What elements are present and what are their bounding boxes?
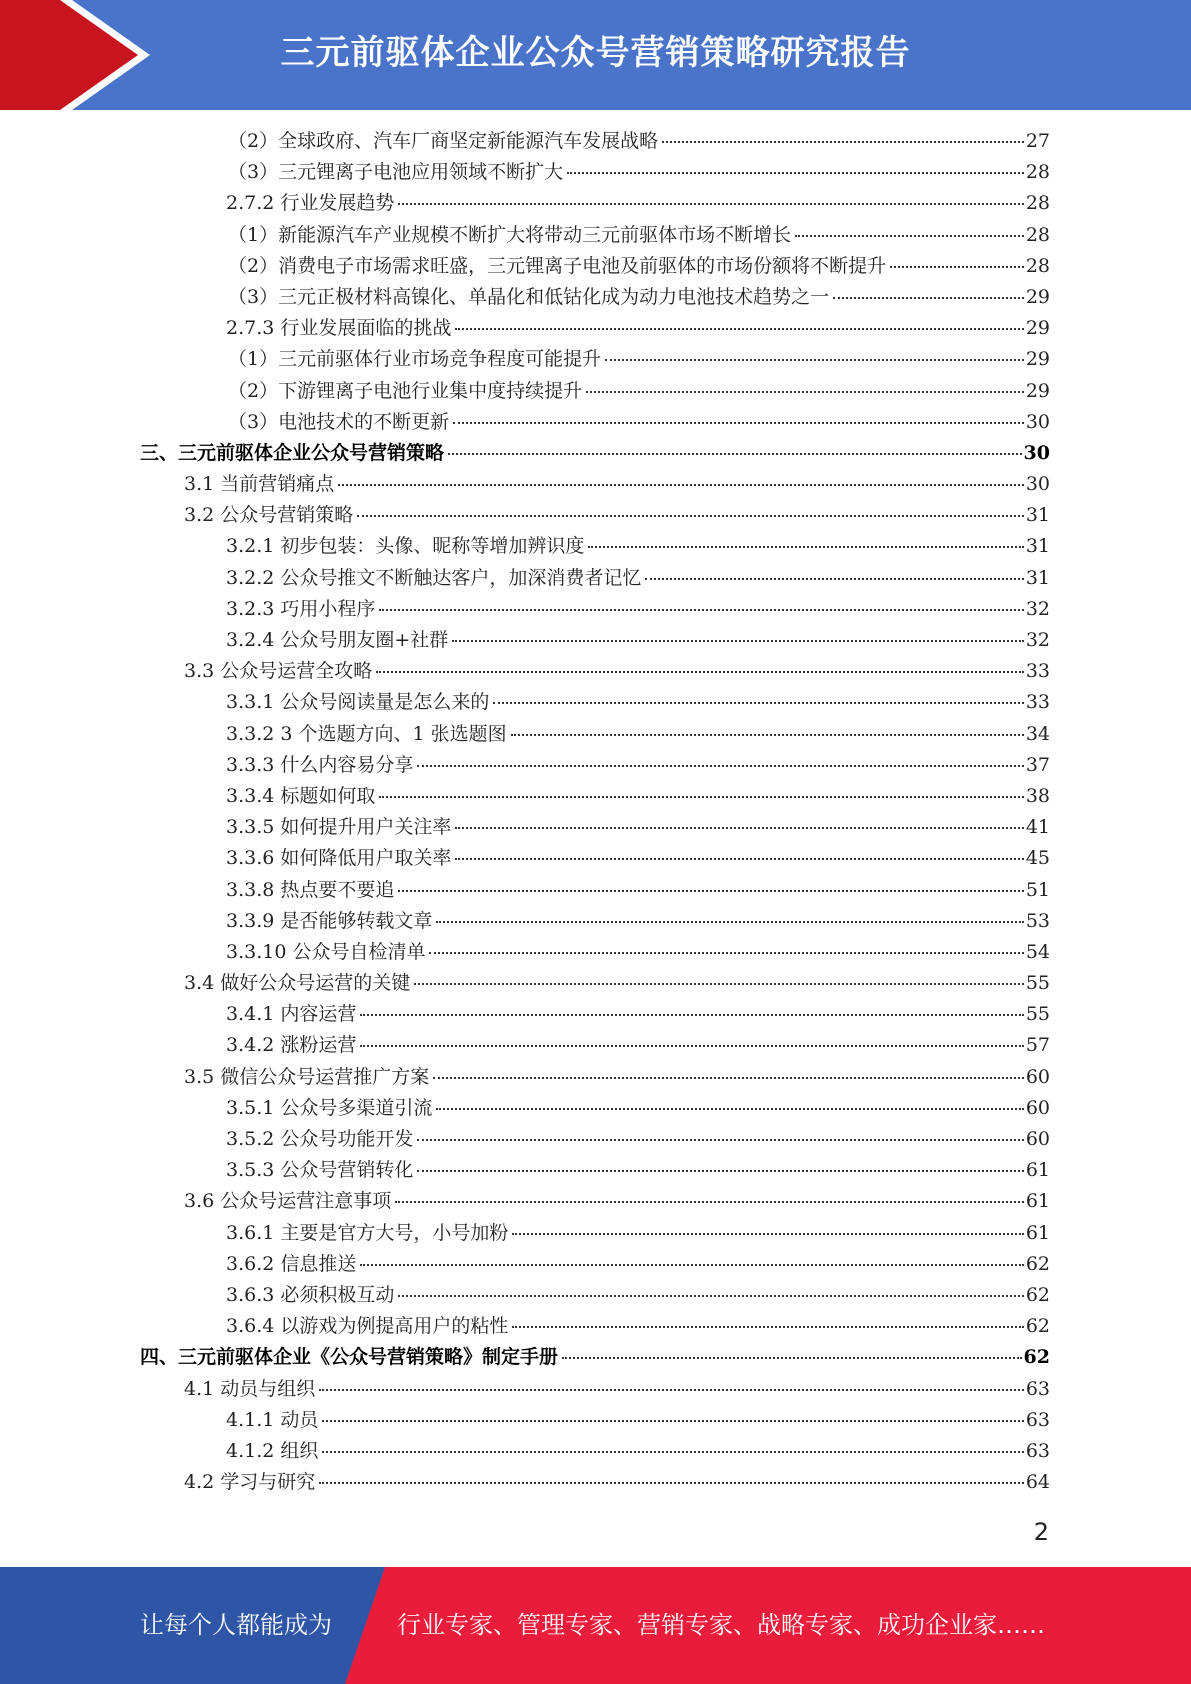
toc-entry-page: 62 [1025, 1283, 1050, 1306]
toc-dot-leader [417, 1170, 1023, 1172]
toc-entry[interactable] [140, 157, 1050, 188]
toc-dot-leader [417, 1139, 1023, 1141]
toc-entry-title: （3）三元锂离子电池应用领域不断扩大 [228, 161, 564, 184]
toc-entry-page: 32 [1025, 597, 1050, 620]
toc-entry-page: 63 [1025, 1408, 1050, 1431]
page-footer [0, 1567, 1191, 1684]
page-number: 2 [1033, 1518, 1049, 1546]
toc-dot-leader [833, 297, 1024, 299]
toc-entry-title: （2）下游锂离子电池行业集中度持续提升 [228, 379, 583, 402]
toc-entry-title: 4.1.1 动员 [226, 1408, 319, 1431]
toc-entry[interactable] [140, 1062, 1050, 1093]
toc-entry[interactable] [140, 1280, 1050, 1311]
toc-entry-page: 61 [1025, 1159, 1050, 1182]
toc-entry-title: 3.4.1 内容运营 [226, 1003, 357, 1026]
toc-dot-leader [562, 1357, 1022, 1359]
toc-dot-leader [433, 1077, 1024, 1079]
toc-dot-leader [360, 1014, 1023, 1016]
toc-entry-page: 31 [1025, 535, 1050, 558]
toc-dot-leader [395, 1201, 1024, 1203]
toc-entry-page: 31 [1025, 504, 1050, 527]
toc-dot-leader [662, 141, 1024, 143]
toc-entry[interactable] [140, 1155, 1050, 1186]
toc-entry-page: 38 [1025, 784, 1050, 807]
toc-entry-title: 3.3.2 3 个选题方向、1 张选题图 [226, 722, 507, 745]
toc-entry[interactable] [140, 1186, 1050, 1217]
toc-entry-page: 51 [1025, 878, 1050, 901]
toc-entry[interactable] [140, 656, 1050, 687]
toc-entry[interactable] [140, 126, 1050, 157]
toc-entry[interactable] [140, 282, 1050, 313]
toc-entry-page: 62 [1025, 1252, 1050, 1275]
toc-entry[interactable] [140, 812, 1050, 843]
toc-entry-page: 34 [1025, 722, 1050, 745]
toc-entry-title: 3.2.2 公众号推文不断触达客户，加深消费者记忆 [226, 566, 642, 589]
toc-entry-page: 28 [1025, 161, 1050, 184]
toc-dot-leader [360, 1264, 1023, 1266]
toc-entry-page: 28 [1025, 223, 1050, 246]
toc-entry[interactable] [140, 407, 1050, 438]
toc-dot-leader [319, 1389, 1024, 1391]
toc-dot-leader [455, 827, 1023, 829]
toc-entry-title: 3.3.4 标题如何取 [226, 784, 376, 807]
toc-dot-leader [398, 203, 1023, 205]
toc-entry-page: 63 [1025, 1439, 1050, 1462]
toc-entry-page: 55 [1025, 972, 1050, 995]
toc-dot-leader [645, 578, 1023, 580]
toc-entry-page: 32 [1025, 629, 1050, 651]
toc-entry-title: 4.1.2 组织 [226, 1439, 319, 1462]
toc-entry-title: （2）消费电子市场需求旺盛，三元锂离子电池及前驱体的市场份额将不断提升 [228, 254, 887, 277]
toc-entry[interactable] [140, 313, 1050, 344]
toc-entry[interactable] [140, 376, 1050, 407]
toc-entry[interactable] [140, 968, 1050, 999]
toc-dot-leader [322, 1420, 1023, 1422]
toc-dot-leader [376, 671, 1024, 673]
toc-entry[interactable] [140, 251, 1050, 282]
toc-entry[interactable] [140, 750, 1050, 781]
toc-entry-page: 55 [1025, 1003, 1050, 1026]
toc-entry-page: 61 [1025, 1221, 1050, 1244]
toc-entry-title: 3.5.2 公众号功能开发 [226, 1128, 414, 1150]
toc-entry-page: 30 [1025, 410, 1050, 433]
toc-entry-title: 3.2 公众号营销策略 [184, 504, 354, 527]
toc-entry[interactable] [140, 1467, 1050, 1498]
toc-entry-title: 3.3.1 公众号阅读量是怎么来的 [226, 691, 490, 714]
toc-entry[interactable] [140, 1249, 1050, 1280]
toc-entry-page: 30 [1023, 441, 1050, 464]
toc-dot-leader [795, 235, 1024, 237]
toc-entry[interactable] [140, 1436, 1050, 1467]
toc-entry-title: 3.2.4 公众号朋友圈+社群 [226, 629, 449, 651]
toc-entry-page: 60 [1025, 1128, 1050, 1150]
toc-dot-leader [452, 640, 1024, 642]
toc-dot-leader [429, 952, 1023, 954]
toc-entry-page: 28 [1025, 254, 1050, 277]
table-of-contents [140, 126, 1050, 1498]
toc-entry-title: 三、三元前驱体企业公众号营销策略 [140, 441, 445, 464]
toc-entry-title: 2.7.2 行业发展趋势 [226, 192, 395, 215]
toc-entry-page: 61 [1025, 1190, 1050, 1213]
toc-entry-page: 31 [1025, 566, 1050, 589]
toc-dot-leader [605, 359, 1024, 361]
toc-dot-leader [436, 1108, 1023, 1110]
toc-entry-page: 28 [1025, 192, 1050, 215]
toc-entry-page: 29 [1025, 285, 1050, 308]
toc-entry-title: 四、三元前驱体企业《公众号营销策略》制定手册 [140, 1346, 559, 1369]
toc-entry-page: 33 [1025, 660, 1050, 683]
footer-slogan-left: 让每个人都能成为 [140, 1611, 332, 1639]
toc-entry-page: 57 [1025, 1034, 1050, 1057]
toc-entry[interactable] [140, 438, 1050, 469]
toc-dot-leader [493, 702, 1023, 704]
toc-entry-title: 3.6.1 主要是官方大号，小号加粉 [226, 1221, 509, 1244]
toc-entry-page: 45 [1025, 847, 1050, 870]
toc-entry[interactable] [140, 563, 1050, 594]
toc-entry-title: 4.1 动员与组织 [184, 1377, 316, 1400]
toc-entry[interactable] [140, 999, 1050, 1030]
toc-entry[interactable] [140, 1374, 1050, 1405]
toc-entry-page: 62 [1023, 1346, 1050, 1369]
toc-entry-page: 27 [1025, 130, 1050, 152]
toc-dot-leader [338, 484, 1024, 486]
toc-dot-leader [360, 1045, 1023, 1047]
toc-entry-title: 3.6.3 必须积极互动 [226, 1283, 395, 1306]
toc-dot-leader [398, 1295, 1023, 1297]
toc-entry[interactable] [140, 220, 1050, 251]
toc-dot-leader [322, 1451, 1023, 1453]
toc-entry-page: 64 [1025, 1471, 1050, 1494]
toc-entry-title: 3.5 微信公众号运营推广方案 [184, 1065, 430, 1088]
toc-entry[interactable] [140, 719, 1050, 750]
toc-entry-page: 60 [1025, 1065, 1050, 1088]
toc-dot-leader [379, 796, 1023, 798]
footer-slogan-right: 行业专家、管理专家、营销专家、战略专家、成功企业家…… [397, 1611, 1045, 1639]
toc-entry-title: 3.2.1 初步包装：头像、昵称等增加辨识度 [226, 535, 585, 558]
toc-dot-leader [567, 172, 1024, 174]
toc-entry-title: 3.5.1 公众号多渠道引流 [226, 1096, 433, 1119]
toc-entry-title: 3.6.4 以游戏为例提高用户的粘性 [226, 1315, 509, 1338]
toc-dot-leader [448, 453, 1022, 455]
toc-dot-leader [453, 422, 1024, 424]
toc-entry[interactable] [140, 594, 1050, 625]
toc-entry-title: 3.6.2 信息推送 [226, 1252, 357, 1275]
toc-dot-leader [511, 734, 1024, 736]
toc-entry-title: 3.6 公众号运营注意事项 [184, 1190, 392, 1213]
toc-entry[interactable] [140, 531, 1050, 562]
toc-entry-title: 3.3 公众号运营全攻略 [184, 660, 373, 683]
toc-entry-title: 3.4 做好公众号运营的关键 [184, 972, 411, 995]
toc-entry-title: 3.5.3 公众号营销转化 [226, 1159, 414, 1182]
toc-entry-title: （3）电池技术的不断更新 [228, 410, 450, 433]
toc-entry[interactable] [140, 687, 1050, 718]
toc-entry[interactable] [140, 1124, 1050, 1155]
toc-entry-title: 4.2 学习与研究 [184, 1471, 316, 1494]
toc-dot-leader [890, 266, 1024, 268]
toc-dot-leader [319, 1482, 1024, 1484]
toc-dot-leader [586, 391, 1024, 393]
toc-entry-page: 29 [1025, 379, 1050, 402]
toc-entry-page: 62 [1025, 1315, 1050, 1338]
toc-entry-title: 3.3.9 是否能够转载文章 [226, 909, 433, 932]
toc-entry[interactable] [140, 625, 1050, 656]
toc-entry[interactable] [140, 469, 1050, 500]
toc-dot-leader [455, 858, 1023, 860]
toc-entry-title: （2）全球政府、汽车厂商坚定新能源汽车发展战略 [228, 130, 659, 152]
toc-entry[interactable] [140, 500, 1050, 531]
toc-entry[interactable] [140, 875, 1050, 906]
toc-entry-page: 29 [1025, 348, 1050, 371]
toc-dot-leader [436, 921, 1023, 923]
toc-entry-title: （1）三元前驱体行业市场竞争程度可能提升 [228, 348, 602, 371]
toc-entry-title: （1）新能源汽车产业规模不断扩大将带动三元前驱体市场不断增长 [228, 223, 792, 246]
toc-dot-leader [398, 890, 1023, 892]
toc-dot-leader [455, 328, 1023, 330]
toc-entry[interactable] [140, 188, 1050, 219]
toc-entry[interactable] [140, 344, 1050, 375]
document-title: 三元前驱体企业公众号营销策略研究报告 [280, 33, 911, 73]
toc-entry-title: 3.3.10 公众号自检清单 [226, 940, 426, 963]
toc-entry-page: 60 [1025, 1096, 1050, 1119]
toc-entry[interactable] [140, 1311, 1050, 1342]
toc-dot-leader [512, 1233, 1023, 1235]
toc-entry[interactable] [140, 906, 1050, 937]
toc-dot-leader [417, 765, 1023, 767]
toc-entry[interactable] [140, 781, 1050, 812]
toc-entry-title: 3.4.2 涨粉运营 [226, 1034, 357, 1057]
toc-entry[interactable] [140, 1218, 1050, 1249]
page-header [0, 0, 1191, 110]
toc-entry-page: 30 [1025, 473, 1050, 496]
toc-entry-page: 29 [1025, 317, 1050, 340]
toc-entry-title: 2.7.3 行业发展面临的挑战 [226, 317, 452, 340]
toc-entry-page: 54 [1025, 940, 1050, 963]
toc-entry[interactable] [140, 1030, 1050, 1061]
toc-entry-title: 3.3.6 如何降低用户取关率 [226, 847, 452, 870]
toc-entry-title: （3）三元正极材料高镍化、单晶化和低钴化成为动力电池技术趋势之一 [228, 285, 830, 308]
toc-entry-title: 3.3.3 什么内容易分享 [226, 753, 414, 776]
toc-dot-leader [357, 515, 1024, 517]
toc-entry-page: 53 [1025, 909, 1050, 932]
toc-entry-title: 3.3.5 如何提升用户关注率 [226, 816, 452, 839]
toc-entry-page: 41 [1025, 816, 1050, 839]
toc-entry-page: 37 [1025, 753, 1050, 776]
toc-entry-title: 3.1 当前营销痛点 [184, 473, 335, 496]
toc-dot-leader [588, 546, 1023, 548]
toc-entry[interactable] [140, 937, 1050, 968]
toc-dot-leader [414, 983, 1024, 985]
toc-entry-title: 3.3.8 热点要不要追 [226, 878, 395, 901]
toc-entry-page: 63 [1025, 1377, 1050, 1400]
toc-dot-leader [512, 1326, 1023, 1328]
toc-entry[interactable] [140, 1093, 1050, 1124]
toc-entry-page: 33 [1025, 691, 1050, 714]
toc-dot-leader [379, 609, 1023, 611]
toc-entry[interactable] [140, 843, 1050, 874]
toc-entry[interactable] [140, 1342, 1050, 1373]
toc-entry-title: 3.2.3 巧用小程序 [226, 597, 376, 620]
toc-entry[interactable] [140, 1405, 1050, 1436]
